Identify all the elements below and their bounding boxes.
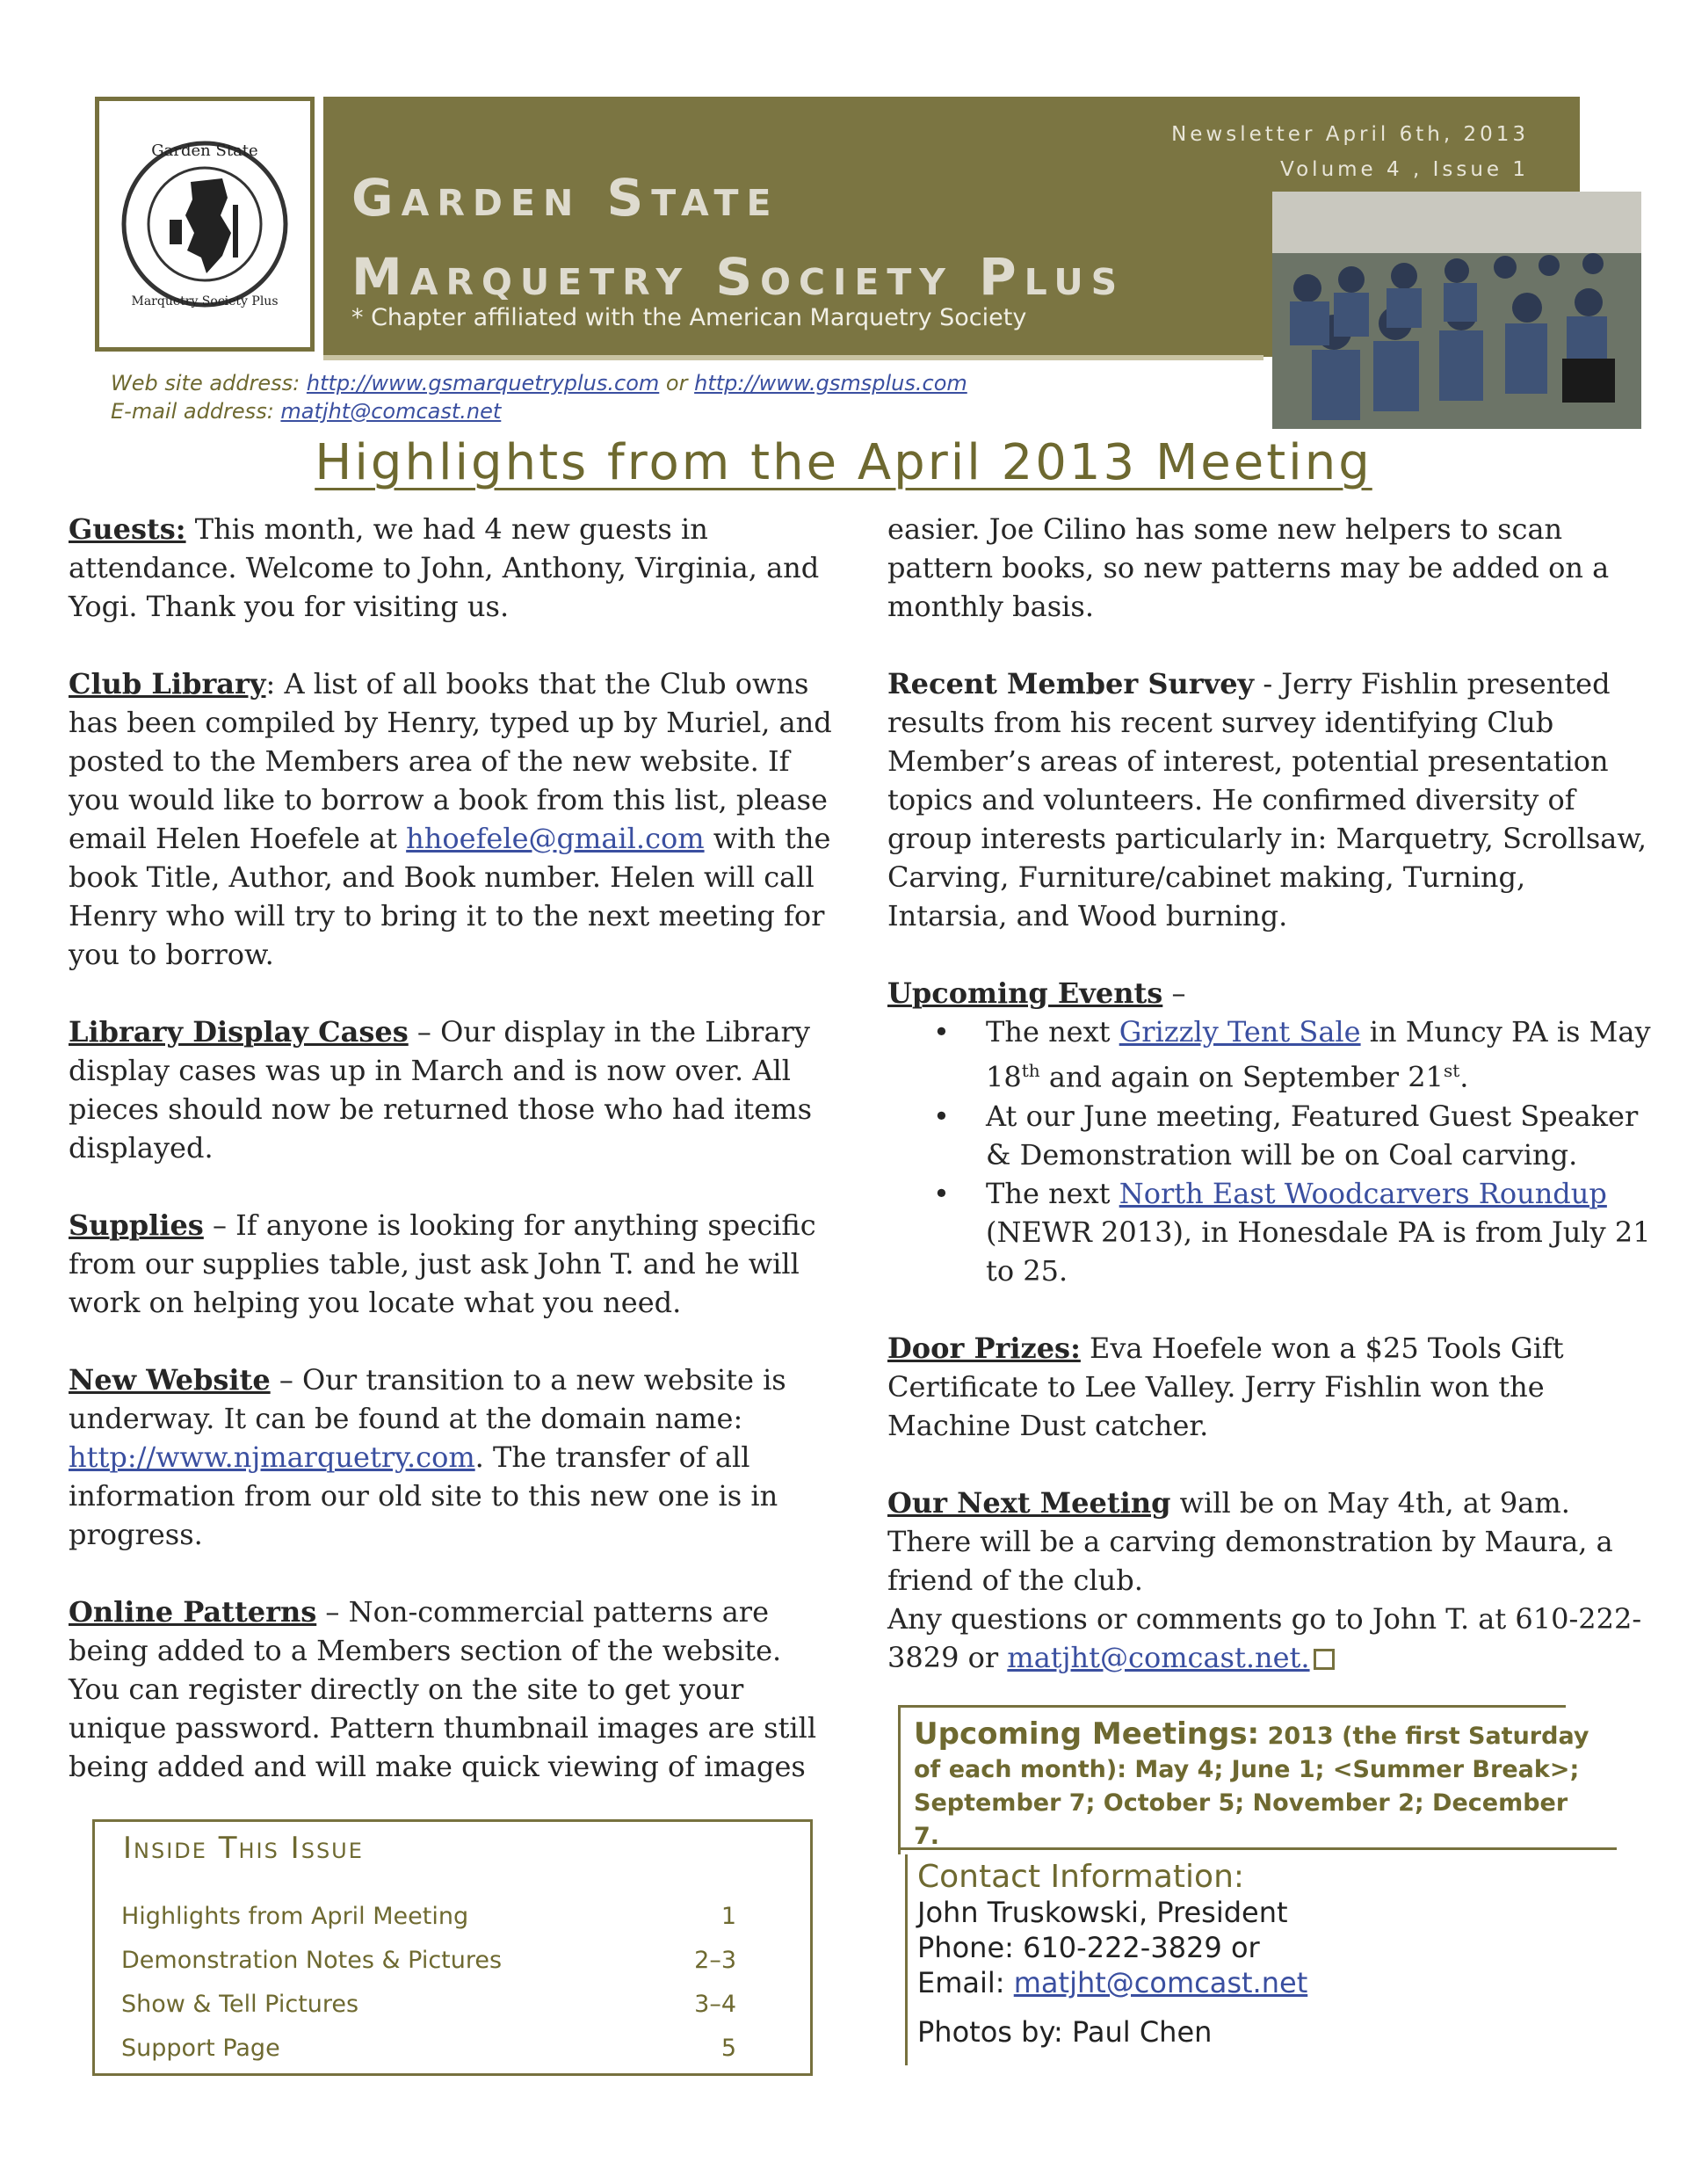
event3-text-b: (NEWR 2013), in Honesdale PA is from July 21 to 25. [986,1215,1651,1288]
logo [95,97,315,352]
society-subtitle: * Chapter affiliated with the American Marquetry Society [351,304,1027,331]
meeting-photo [1272,192,1641,429]
contact-title: Contact Information: [917,1859,1245,1895]
contact-email-label: Email: [917,1966,1014,1999]
display-cases-text: – Our display in the Library display cases was up in March and is now over. All pieces should now be returned those who had items displayed. [69,1015,812,1165]
toc-label: Show & Tell Pictures [121,1991,359,2018]
logo-text-top: Garden State [151,141,258,160]
event3-text-a: The next [986,1176,1119,1210]
guests-paragraph [69,510,833,626]
toc-label: Highlights from April Meeting [121,1903,469,1930]
questions-paragraph [887,1600,1652,1677]
contact-phone: Phone: 610-222-3829 or [917,1931,1260,1964]
online-patterns-heading: Online Patterns [69,1595,317,1629]
survey-paragraph [887,664,1652,935]
next-meeting-heading: Our Next Meeting [887,1485,1171,1520]
logo-text-bottom: Marquetry Society Plus [131,294,279,308]
website-address-line [111,371,967,395]
toc-label: Demonstration Notes & Pictures [121,1947,503,1974]
headline [0,434,1687,491]
next-meeting-paragraph [887,1484,1652,1600]
supplies-heading: Supplies [69,1208,204,1242]
event1-text-b: in Muncy PA is May 18 [986,1015,1651,1094]
contact-email-line [917,1965,1585,2000]
next-meeting-text: will be on May 4th, at 9am. There will be a carving demonstration by Maura, a friend of the club. [887,1485,1613,1597]
online-patterns-text: – Non-commercial patterns are being added to a Members section of the website. You can register directly on the site to get your unique password. Pattern thumbnail images are still being added and will make quick viewing of images [69,1595,817,1783]
left-column [69,510,833,1786]
online-patterns-paragraph [69,1593,833,1786]
meetings-top-rule [898,1705,1566,1708]
right-column [887,510,1652,1677]
toc-page: 3–4 [694,1991,736,2018]
website-label: Web site address: [111,371,300,395]
issue-date: Newsletter April 6th, 2013 [1171,123,1529,146]
event-item [887,1012,1652,1097]
door-prizes-paragraph [887,1329,1652,1445]
door-prizes-text: Eva Hoefele won a $25 Tools Gift Certificate to Lee Valley. Jerry Fishlin won the Machine Dust catcher. [887,1331,1564,1442]
event-item [887,1174,1652,1290]
njmarquetry-link[interactable]: http://www.njmarquetry.com [69,1440,475,1474]
toc-row[interactable] [121,2035,736,2062]
new-website-paragraph [69,1360,833,1554]
meetings-left-rule [898,1705,901,1854]
toc-row[interactable] [121,1947,736,1974]
new-website-text-1: – Our transition to a new website is underway. It can be found at the domain name: [69,1363,786,1435]
toc-row[interactable] [121,1991,736,2018]
supplies-paragraph [69,1206,833,1322]
event-item: • At our June meeting, Featured Guest Speaker & Demonstration will be on Coal carving. [887,1097,1652,1174]
event1-text-a: The next [986,1015,1119,1048]
new-website-text-2: . The transfer of all information from our old site to this new one is in progress. [69,1440,778,1551]
contact-information [917,1860,1585,2050]
events-list [887,1012,1652,1290]
website-link-1[interactable]: http://www.gsmarquetryplus.com [306,371,660,395]
event1-text-c: and again on September 21 [1039,1060,1444,1094]
headline-text: Highlights from the April 2013 Meeting [315,434,1372,491]
photos-credit: Photos by: Paul Chen [917,2015,1213,2049]
upcoming-meetings-text: 2013 (the first Saturday of each month): May 4; June 1; <Summer Break>; September 7; October 5; November 2; December 7. [914,1723,1589,1850]
grizzly-tent-sale-link[interactable]: Grizzly Tent Sale [1119,1015,1361,1048]
upcoming-meetings-box [914,1717,1599,1854]
event1-sup-st: st [1443,1060,1460,1081]
survey-heading: Recent Member Survey [887,667,1255,700]
display-cases-heading: Library Display Cases [69,1015,409,1048]
society-logo-emblem [99,101,310,347]
newr-link[interactable]: North East Woodcarvers Roundup [1119,1176,1607,1210]
new-website-heading: New Website [69,1363,271,1397]
toc-row[interactable] [121,1903,736,1930]
toc-page: 5 [720,2035,736,2062]
society-title-line1: Garden State [351,168,779,228]
contact-left-rule [905,1854,908,2065]
display-cases-paragraph [69,1012,833,1167]
toc-page: 1 [720,1903,736,1930]
supplies-text: – If anyone is looking for anything specific from our supplies table, just ask John T. and he will work on helping you locate what you need. [69,1208,816,1319]
banner-shadow [323,355,1263,360]
door-prizes-heading: Door Prizes: [887,1331,1081,1365]
event1-text-d: . [1459,1060,1469,1094]
upcoming-events-dash: – [1162,976,1186,1010]
issue-volume: Volume 4 , Issue 1 [1280,158,1529,181]
club-library-paragraph [69,664,833,974]
online-patterns-continued: easier. Joe Cilino has some new helpers to scan pattern books, so new patterns may be added on a monthly basis. [887,512,1610,623]
inside-this-issue-box [92,1819,813,2076]
email-address-line [111,399,501,424]
email-label: E-mail address: [111,399,274,424]
questions-text: Any questions or comments go to John T. at 610-222-3829 or [887,1601,1642,1674]
helen-email-link[interactable]: hhoefele@gmail.com [406,822,705,855]
society-title [351,158,1125,316]
website-or: or [665,371,688,395]
questions-email-link[interactable]: matjht@comcast.net. [1007,1640,1310,1674]
email-link[interactable]: matjht@comcast.net [280,399,502,424]
meeting-photo-image [1272,192,1641,429]
contact-email-link[interactable]: matjht@comcast.net [1013,1966,1308,1999]
guests-heading: Guests: [69,512,186,546]
upcoming-events-heading: Upcoming Events [887,976,1163,1010]
club-library-heading: Club Library [69,667,266,700]
toc-label: Support Page [121,2035,280,2062]
upcoming-meetings-title: Upcoming Meetings: [914,1716,1260,1752]
society-title-line2: Marquetry Society Plus [351,247,1126,307]
club-library-text-1: : A list of all books that the Club owns has been compiled by Henry, typed up by Muriel, and posted to the Members area of the new website. If you would like to borrow a book from this list, please email Helen Hoefele at [69,667,832,855]
club-library-text-2: with the book Title, Author, and Book number. Helen will call Henry who will try to bring it to the next meeting for you to borrow. [69,822,831,971]
event1-sup-th: th [1021,1060,1040,1081]
contact-name: John Truskowski, President [917,1896,1288,1929]
survey-text: - Jerry Fishlin presented results from his recent survey identifying Club Member’s areas of interest, potential presentation topics and volunteers. He confirmed diversity of group interests particularly in: Marquetry, Scrollsaw, Carving, Furniture/cabinet making, Turning, Intarsia, and Wood burning. [887,667,1647,932]
website-link-2[interactable]: http://www.gsmsplus.com [694,371,967,395]
toc-page: 2–3 [694,1947,736,1974]
upcoming-events-section [887,974,1652,1290]
inside-this-issue-title: Inside This Issue [123,1831,364,1866]
guests-text: This month, we had 4 new guests in attendance. Welcome to John, Anthony, Virginia, and Yogi. Thank you for visiting us. [69,512,820,623]
end-mark-icon [1314,1649,1335,1670]
